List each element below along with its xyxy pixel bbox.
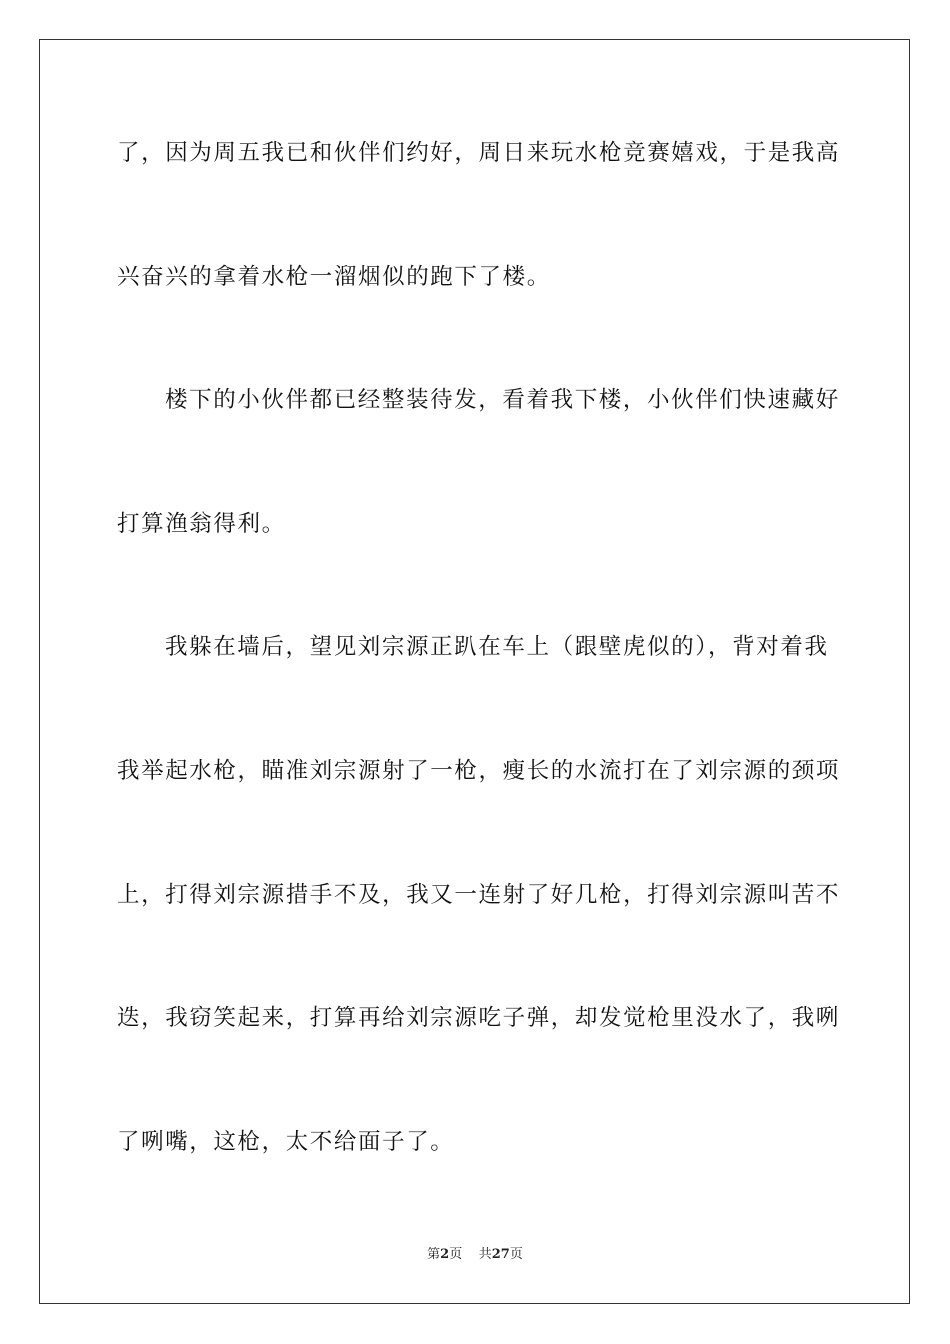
text-line-6: 我举起水枪，瞄准刘宗源射了一枪，瘦长的水流打在了刘宗源的颈项 xyxy=(117,758,841,784)
total-suffix: 页 xyxy=(509,1247,523,1262)
text-line-7: 上，打得刘宗源措手不及，我又一连射了好几枪，打得刘宗源叫苦不 xyxy=(117,882,841,908)
text-line-1: 了，因为周五我已和伙伴们约好，周日来玩水枪竞赛嬉戏，于是我高 xyxy=(117,140,841,166)
page-prefix: 第 xyxy=(427,1247,441,1262)
text-line-5: 我躲在墙后，望见刘宗源正趴在车上（跟壁虎似的），背对着我 xyxy=(165,634,829,660)
text-line-8: 迭，我窃笑起来，打算再给刘宗源吃子弹，却发觉枪里没水了，我咧 xyxy=(117,1005,841,1031)
text-line-4: 打算渔翁得利。 xyxy=(117,511,286,537)
page-suffix: 页 xyxy=(449,1247,463,1262)
text-line-3: 楼下的小伙伴都已经整装待发，看着我下楼，小伙伴们快速藏好 xyxy=(165,387,840,413)
page-number: 2 xyxy=(440,1247,450,1262)
page-border xyxy=(39,39,910,1304)
total-pages: 27 xyxy=(491,1247,510,1262)
text-line-2: 兴奋兴的拿着水枪一溜烟似的跑下了楼。 xyxy=(117,264,551,290)
text-line-9: 了咧嘴，这枪，太不给面子了。 xyxy=(117,1129,455,1155)
page-footer xyxy=(0,1246,950,1264)
total-prefix: 共 xyxy=(478,1247,492,1262)
